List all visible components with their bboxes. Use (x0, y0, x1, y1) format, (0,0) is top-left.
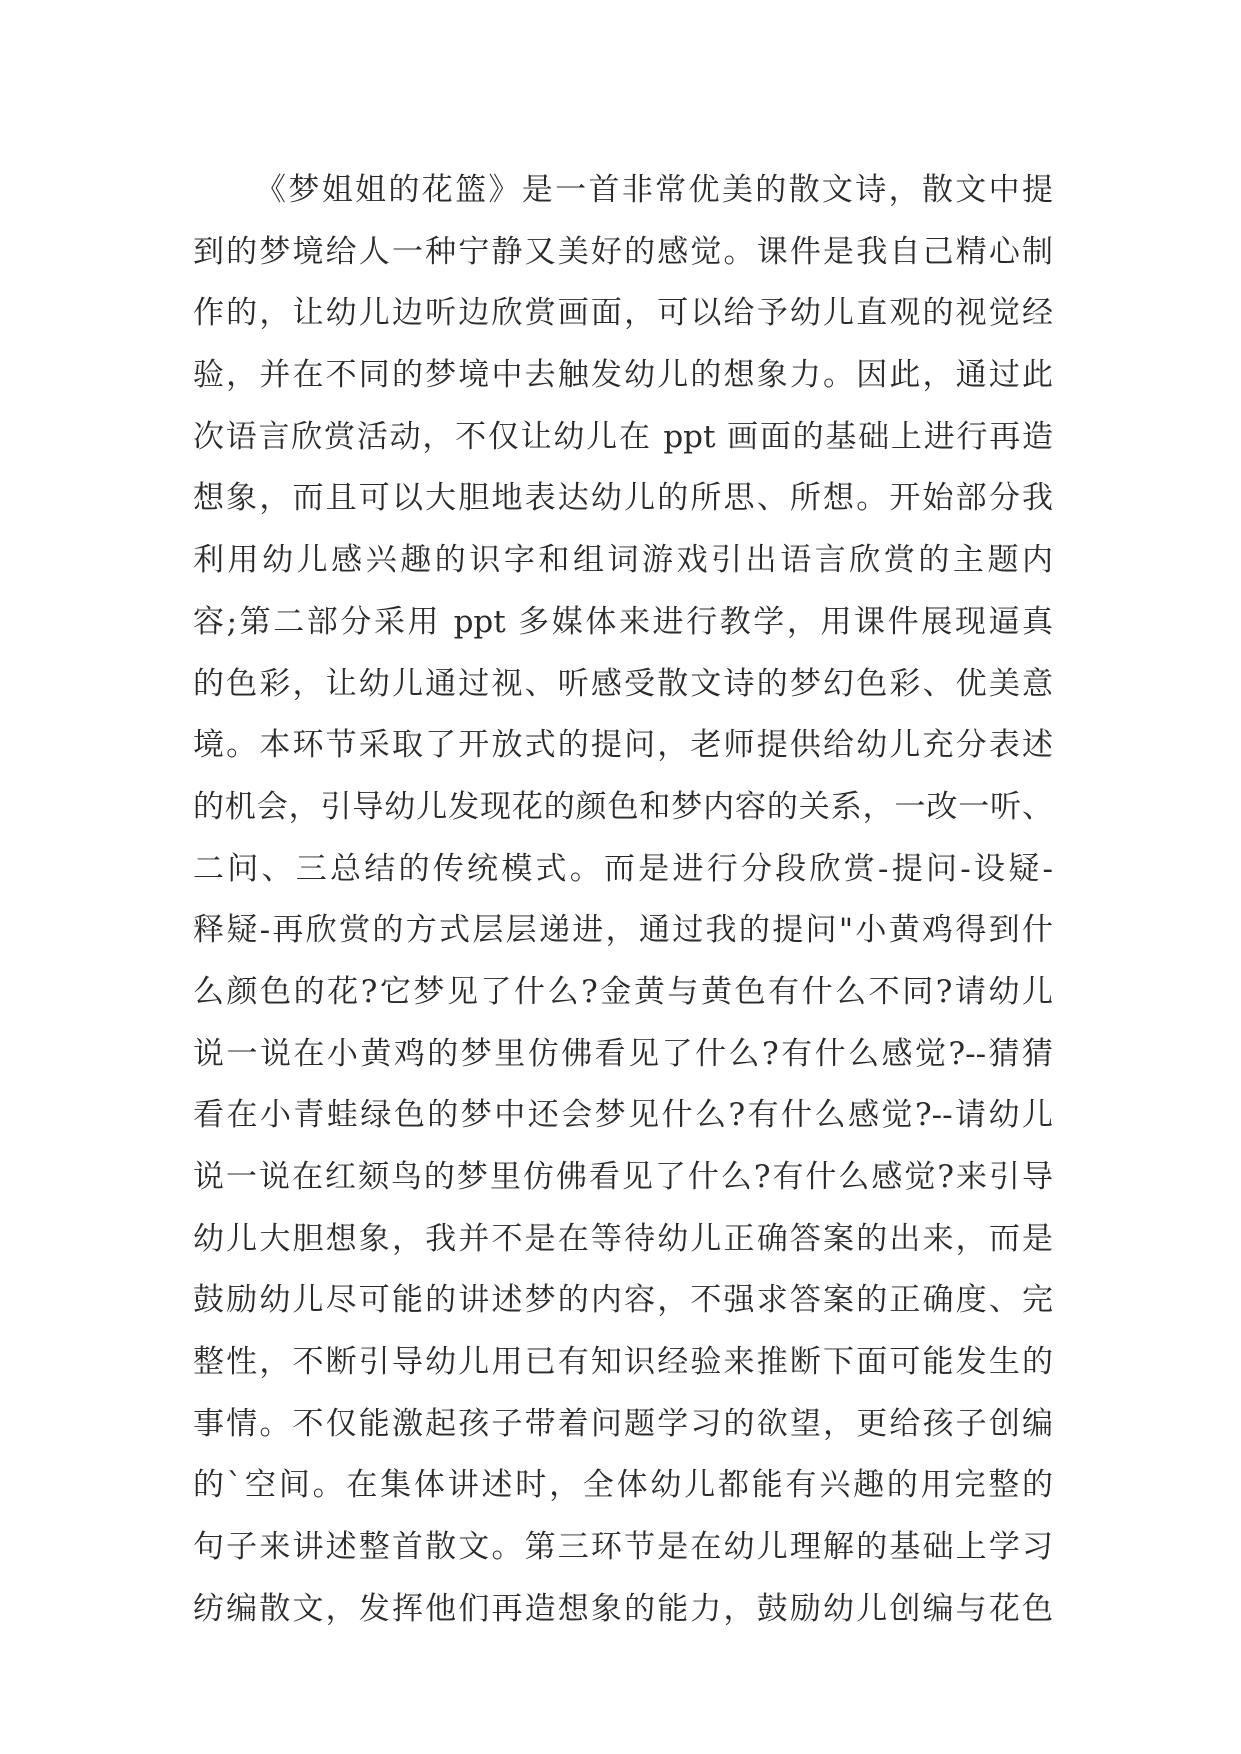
text-line: 作的，让幼儿边听边欣赏画面，可以给予幼儿直观的视觉经 (193, 295, 1053, 332)
text-line: 说一说在小黄鸡的梦里仿佛看见了什么?有什么感觉?--猜猜 (193, 1035, 1053, 1072)
text-line: 整性，不断引导幼儿用已有知识经验来推断下面可能发生的 (193, 1344, 1053, 1381)
text-line: 幼儿大胆想象，我并不是在等待幼儿正确答案的出来，而是 (193, 1220, 1053, 1257)
text-line: 的色彩，让幼儿通过视、听感受散文诗的梦幻色彩、优美意 (193, 665, 1053, 702)
text-line: 利用幼儿感兴趣的识字和组词游戏引出语言欣赏的主题内 (193, 542, 1053, 579)
text-line: 到的梦境给人一种宁静又美好的感觉。课件是我自己精心制 (193, 233, 1053, 270)
text-line: 次语言欣赏活动，不仅让幼儿在 ppt 画面的基础上进行再造 (193, 418, 1053, 455)
text-line: 说一说在红颏鸟的梦里仿佛看见了什么?有什么感觉?来引导 (193, 1159, 1053, 1195)
text-line: 鼓励幼儿尽可能的讲述梦的内容，不强求答案的正确度、完 (193, 1282, 1053, 1319)
text-line: 《梦姐姐的花篮》是一首非常优美的散文诗，散文中提 (255, 172, 1053, 208)
text-line: 看在小青蛙绿色的梦中还会梦见什么?有什么感觉?--请幼儿 (193, 1097, 1053, 1134)
text-line: 验，并在不同的梦境中去触发幼儿的想象力。因此，通过此 (193, 357, 1053, 394)
text-line: 句子来讲述整首散文。第三环节是在幼儿理解的基础上学习 (193, 1529, 1053, 1566)
text-line: 容;第二部分采用 ppt 多媒体来进行教学，用课件展现逼真 (193, 603, 1053, 640)
text-line: 的机会，引导幼儿发现花的颜色和梦内容的关系，一改一听、 (193, 788, 1053, 825)
text-line: 的`空间。在集体讲述时，全体幼儿都能有兴趣的用完整的 (193, 1467, 1053, 1504)
text-line: 二问、三总结的传统模式。而是进行分段欣赏-提问-设疑- (193, 850, 1053, 887)
text-line: 事情。不仅能激起孩子带着问题学习的欲望，更给孩子创编 (193, 1405, 1053, 1442)
text-line: 纺编散文，发挥他们再造想象的能力，鼓励幼儿创编与花色 (193, 1590, 1053, 1627)
text-line: 境。本环节采取了开放式的提问，老师提供给幼儿充分表述 (193, 727, 1053, 764)
body-paragraph (193, 160, 1053, 1641)
text-line: 想象，而且可以大胆地表达幼儿的所思、所想。开始部分我 (193, 480, 1053, 517)
text-line: 么颜色的花?它梦见了什么?金黄与黄色有什么不同?请幼儿 (193, 973, 1053, 1010)
text-line: 释疑-再欣赏的方式层层递进，通过我的提问"小黄鸡得到什 (193, 912, 1053, 949)
